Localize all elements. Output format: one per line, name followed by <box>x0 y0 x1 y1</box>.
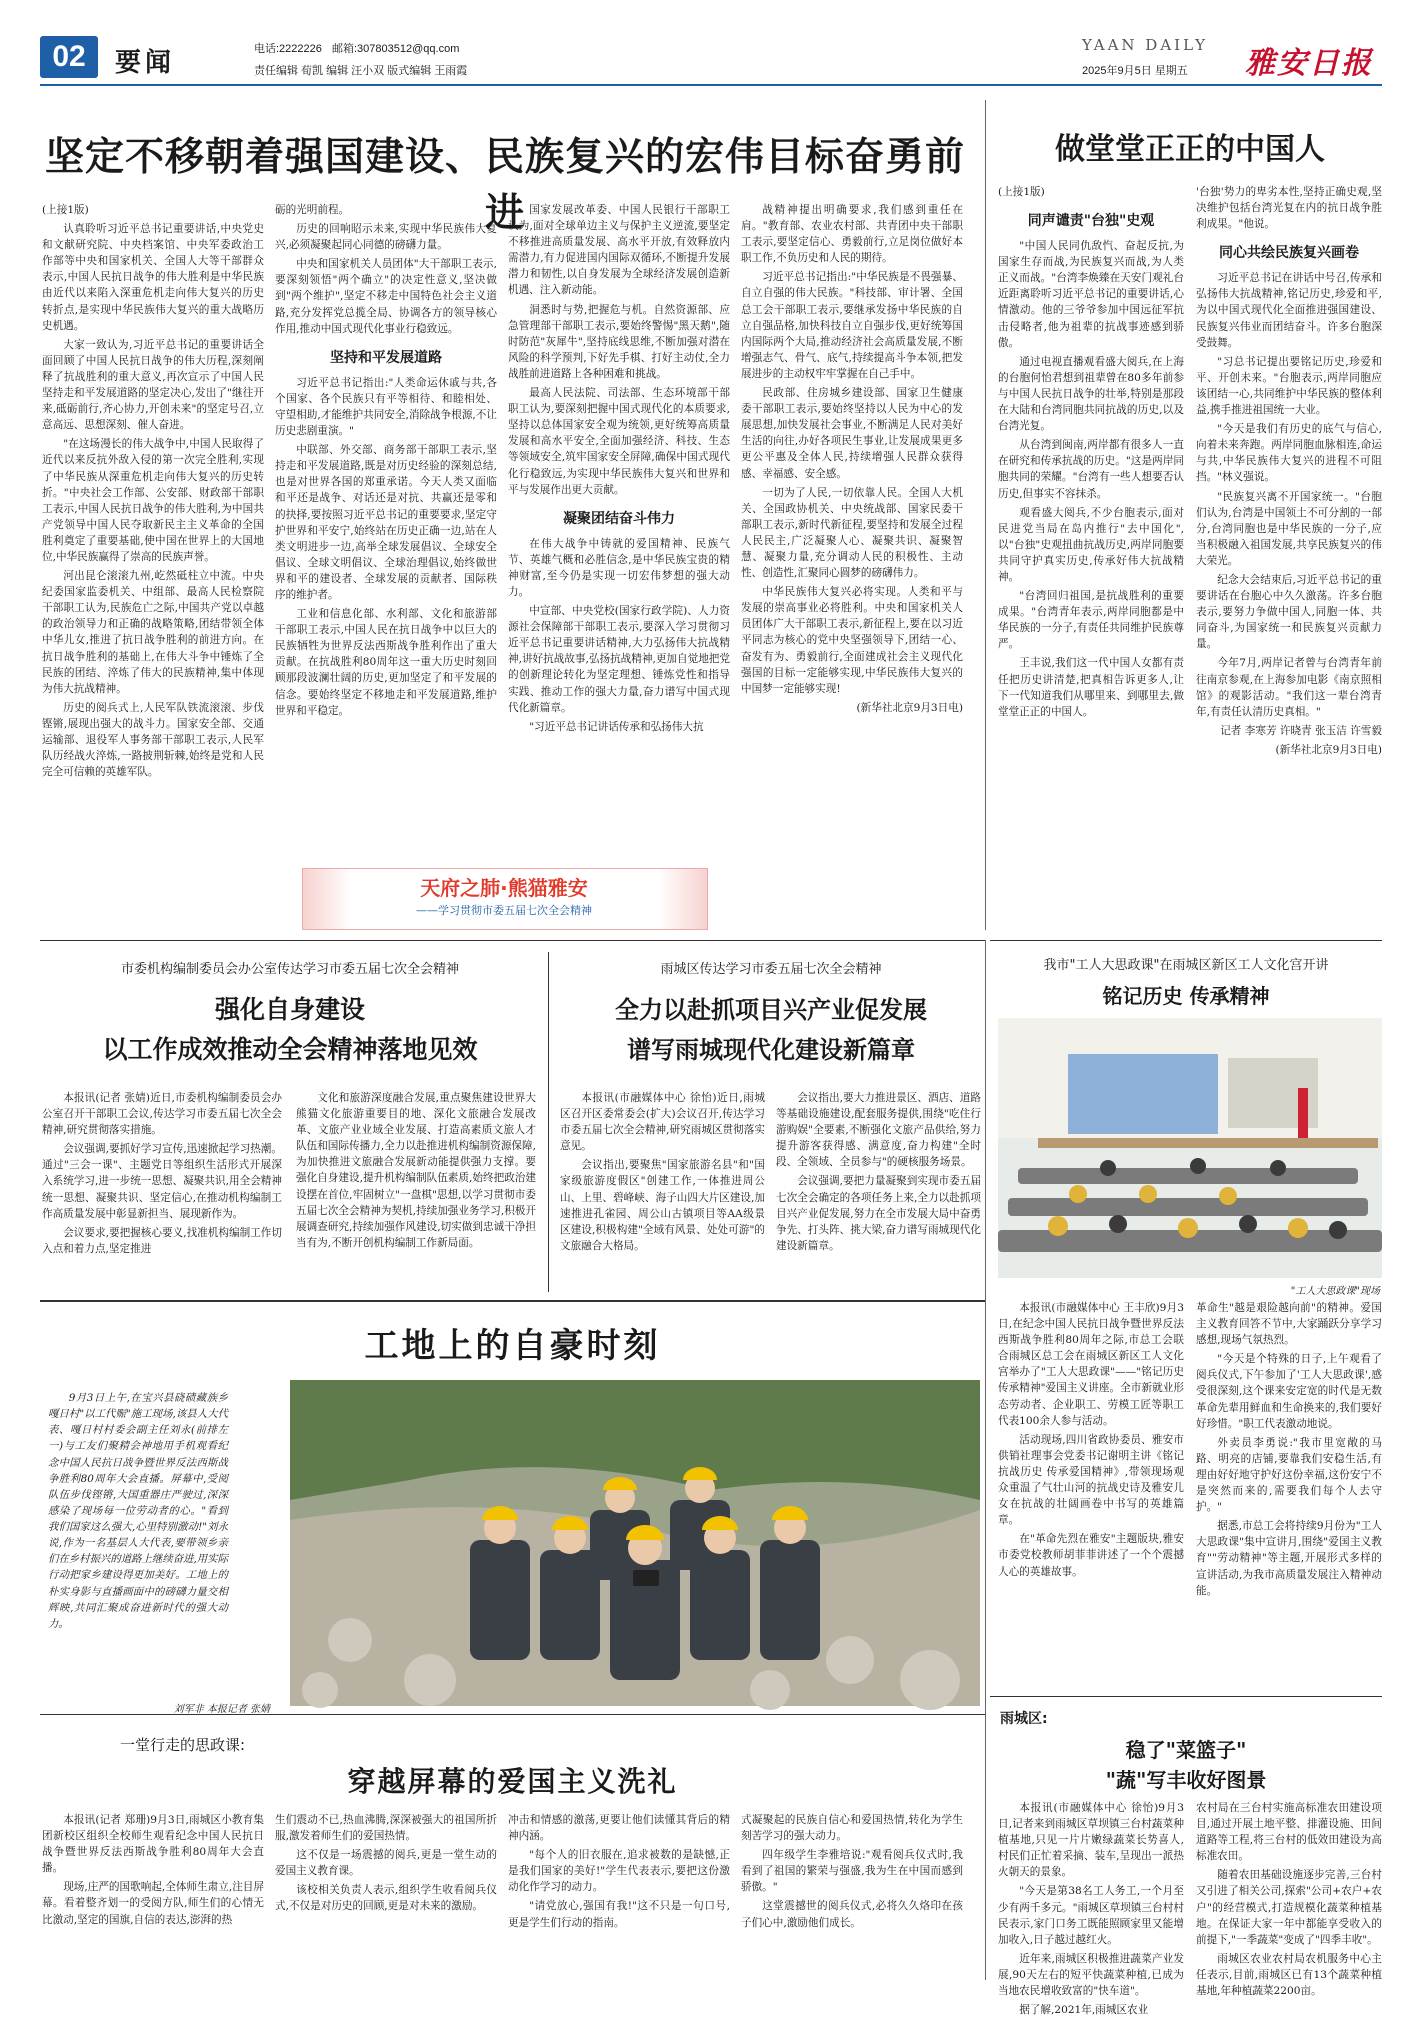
editors-credit: 责任编辑 荀凯 编辑 汪小双 版式编辑 王雨霞 <box>254 65 468 77</box>
paragraph: (上接1版) <box>42 204 89 216</box>
paragraph: 大家一致认为,习近平总书记的重要讲话全面回顾了中国人民抗日战争的伟大历程,深刻阐释了抗战胜利的重大意义,再次宣示了中国人民坚持走和平发展道路的坚定决心,发出了"继往开来,砥砺前行,齐心协力,开创未来"的坚定号召,立意高远、思想深刻、催人奋进。 <box>42 338 264 432</box>
paragraph: 中华民族伟大复兴必将实现。人类和平与发展的崇高事业必将胜利。中央和国家机关人员团体广大干部职工表示,新征程上,要在以习近平同志为核心的党中央坚强领导下,团结一心、奋发有为、勇毅前行,全面建成社会主义现代化强国的目标一定能够实现,中华民族伟大复兴的中国梦一定能够实现! <box>741 586 963 695</box>
paragraph: 雨城区农业农村局农机服务中心主任表示,目前,雨城区已有13个蔬菜种植基地,年种植蔬菜2200亩。 <box>1196 1952 1382 1998</box>
paragraph: (新华社北京9月3日电) <box>856 701 963 714</box>
paragraph: (上接1版) <box>998 186 1045 198</box>
paragraph: 认真聆听习近平总书记重要讲话,中央党史和文献研究院、中央档案馆、中央军委政治工作部等中央和国家机关、全国人大等干部群众表示,中国人民抗日战争的伟大胜利是中华民族由近代以来陷入深重危机走向伟大复兴的历史转折点,是实现中华民族伟大复兴的重大战略历史机遇。 <box>42 223 264 332</box>
paragraph: 据悉,市总工会将持续9月份为"工人大思政课"集中宣讲月,围绕"爱国主义教育""劳动精神"等主题,开展形式多样的宣讲活动,为我市高质量发展注入精神动能。 <box>1196 1520 1382 1597</box>
bottom-title: 穿越屏幕的爱国主义洗礼 <box>347 1765 678 1798</box>
paragraph: 在"革命先烈在雅安"主题版块,雅安市委党校教师胡菲菲讲述了一个个震撼人心的英雄故事。 <box>998 1533 1184 1578</box>
paragraph: 会议指出,要聚焦"国家旅游名县"和"国家级旅游度假区"创建工作,一体推进周公山、上里、碧峰峡、海子山四大片区建设,加速推进孔雀园、周公山古镇项目等AA级景区建设,积极构建"全域有风景、处处可游"的文旅融合大格局。 <box>560 1159 765 1252</box>
paragraph: 会议要求,要把握核心要义,找准机构编制工作切入点和着力点,坚定推进 <box>42 1226 282 1255</box>
article-b-title: 全力以赴抓项目兴产业促发展 <box>615 996 927 1024</box>
bottom-column <box>275 1812 497 1982</box>
section-rule <box>990 940 1382 941</box>
paragraph: 近年来,雨城区积极推进蔬菜产业发展,90天左右的短平快蔬菜种植,已成为当地农民增收致富的"快车道"。 <box>998 1952 1184 1998</box>
paragraph: 习近平总书记指出:"人类命运休戚与共,各个国家、各个民族只有平等相待、和睦相处、守望相助,才能维护共同安全,消除战争根源,不让历史悲剧重演。" <box>275 376 497 438</box>
yucheng-subtitle: "蔬"写丰收好图景 <box>1105 1768 1267 1792</box>
subheading: 同心共绘民族复兴画卷 <box>1219 245 1359 262</box>
paragraph: 活动现场,四川省政协委员、雅安市供销社理事会党委书记谢明主讲《铭记抗战历史 传承爱国精神》,带领现场观众重温了气壮山河的抗战史诗及雅安儿女在抗战的壮阔画卷中书写的英雄篇章。 <box>998 1433 1184 1527</box>
bottom-column <box>508 1812 730 1982</box>
paragraph: 通过电视直播观看盛大阅兵,在上海的台胞何怡君想到祖辈曾在80多年前参与中国人民抗日战争的壮举,特别是那段在大陆和台湾同胞共同抗战的历史,以及台湾光复。 <box>998 355 1184 433</box>
article-a-title: 强化自身建设 <box>214 995 365 1024</box>
bottom-column <box>741 1812 963 1982</box>
pride-credit: 刘军非 本报记者 张婧 <box>173 1704 270 1715</box>
paragraph: 本报讯(市融媒体中心 王丰欣)9月3日,在纪念中国人民抗日战争暨世界反法西斯战争胜利80周年之际,市总工会联合雨城区总工会在雨城区新区工人文化宫举办了"工人大思政课"——"铭记历史 传承精神"爱国主义讲座。全市新就业形态劳动者、企业职工、劳模工匠等职工代表100余人参与活动。 <box>998 1302 1184 1427</box>
article-a-column <box>42 1090 282 1290</box>
pride-photo-image <box>290 1380 980 1706</box>
paragraph: "每个人的旧衣服在,追求被数的是缺憾,正是我们国家的美好!"学生代表表示,要把这份激动化作学习的动力。 <box>508 1849 730 1894</box>
lecture-photo <box>998 1018 1382 1278</box>
paragraph: 外卖员李勇说:"我市里宽敞的马路、明亮的店铺,要靠我们安稳生活,有理由好好地守护好这份幸福,这份安宁不是突然而来的,需要我们每个人去守护。" <box>1196 1436 1382 1514</box>
paragraph: 文化和旅游深度融合发展,重点聚焦建设世界大熊猫文化旅游重要目的地、深化文旅融合发展改革、文旅产业业域全业发展、打造高素质文旅人才队伍和国际传播力,全力以赴推进机构编制资源保障,为加快推进文旅融合发展新动能提供强力支撑。要强化自身建设,提升机构编制队伍素质,始终把政治建设摆在首位,牢固树立"一盘棋"思想,以学习贯彻市委五届七次全会精神为契机,持续加强业务学习,积极开展调查研究,持续加强作风建设,切实做到忠诚干净担当有为,不断开创机构编制工作新局面。 <box>296 1092 536 1249</box>
paragraph: 工业和信息化部、水利部、文化和旅游部干部职工表示,中国人民在抗日战争中以巨大的民族牺牲为世界反法西斯战争胜利作出了重大贡献。在抗战胜利80周年这一重大历史时刻回顾那段波澜壮阔的历史,更加坚定了和平发展的信念。要始终坚定不移地走和平发展道路,维护世界和平稳定。 <box>275 608 497 717</box>
lead-column <box>275 202 497 862</box>
masthead-rule <box>40 84 1382 86</box>
paragraph: "请党放心,强国有我!"这不只是一句口号,更是学生们行动的指南。 <box>508 1900 730 1929</box>
section-rule <box>990 1696 1382 1697</box>
section-rule <box>40 1300 985 1302</box>
paragraph: 洞悉时与势,把握危与机。自然资源部、应急管理部干部职工表示,要始终警惕"黑天鹅",随时防范"灰犀牛",坚持底线思维,不断加强对潜在风险的科学预判,下好先手棋、打好主动仗,全力战胜前进道路上各种困难和挑战。 <box>508 303 730 380</box>
issue-date: 2025年9月5日 星期五 <box>1082 65 1188 77</box>
paragraph: "在这场漫长的伟大战争中,中国人民取得了近代以来反抗外敌入侵的第一次完全胜利,实现了中华民族从深重危机走向伟大复兴的历史转折。"中央社会工作部、公安部、财政部干部职工表示,中国人民抗日战争的伟大胜利,为中国共产党领导中国人民夺取新民主主义革命的全国胜利奠定了重要基础,使中国在世界上的大国地位,中华民族赢得了崇高的民族声誉。 <box>42 438 264 563</box>
paragraph: '台独'势力的卑劣本性,坚持正确史观,坚决维护包括台湾光复在内的抗日战争胜利成果。"他说。 <box>1196 186 1382 231</box>
bottom-kicker: 一堂行走的思政课: <box>120 1736 246 1754</box>
paragraph: 这堂震撼世的阅兵仪式,必将久久烙印在孩子们心中,激励他们成长。 <box>741 1900 963 1929</box>
paragraph: 中央和国家机关人员团体"大干部职工表示,要深刻领悟"两个确立"的决定性意义,坚决做到"两个维护",坚定不移走中国特色社会主义道路,充分发挥党总揽全局、协调各方的领导核心作用,推动中国式现代化事业行稳致远。 <box>275 258 497 335</box>
paragraph: 据了解,2021年,雨城区农业 <box>1019 2004 1149 2017</box>
pride-photo <box>290 1380 980 1706</box>
column-rule <box>985 100 986 930</box>
lead-column <box>42 202 264 862</box>
lead-column <box>741 202 963 862</box>
subheading: 凝聚团结奋斗伟力 <box>563 510 675 527</box>
paragraph: 会议强调,要抓好学习宣传,迅速掀起学习热潮。通过"三会一课"、主题党日等组织生活形式开展深入系统学习,进一步统一思想、凝聚共识,用全会精神统一思想、凝聚共识、坚定信心,在推动机构编制工作高质量发展中彰显新担当、展现新作为。 <box>42 1143 282 1220</box>
paragraph: 国家发展改革委、中国人民银行干部职工认为,面对全球单边主义与保护主义逆流,要坚定不移推进高质量发展、高水平开放,有效释放内需潜力,有力促进国内国际双循环,不断提升发展潜力和韧性,以自身发展为全球经济发展创造新机遇、注入新动能。 <box>508 204 730 297</box>
paragraph: 民政部、住房城乡建设部、国家卫生健康委干部职工表示,要始终坚持以人民为中心的发展思想,加快发展社会事业,不断满足人民对美好生活的向往,办好各项民生事业,让发展成果更多更公平惠及全体人民,持续增强人民群众获得感、幸福感、安全感。 <box>741 387 963 480</box>
paragraph: 河出昆仑滚滚九州,屹然砥柱立中流。中央纪委国家监委机关、中组部、最高人民检察院干部职工认为,民族危亡之际,中国共产党以卓越的政治领导力和正确的战略策略,团结带领全体中华儿女,推进了抗日战争胜利的前进方向。在抗日战争胜利的基础上,在伟大斗争中锤炼了全民族的团结、淬炼了伟大的民族精神,集中体现为伟大抗战精神。 <box>42 570 264 695</box>
paragraph: "民族复兴离不开国家统一。"台胞们认为,台湾是中国领土不可分割的一部分,台湾同胞也是中华民族的一分子,应当积极融入祖国发展,共享民族复兴的伟大荣光。 <box>1196 490 1382 567</box>
lecture-photo-image <box>998 1018 1382 1278</box>
lecture-column <box>998 1300 1184 1692</box>
paragraph: 本报讯(记者 郑珊)9月3日,雨城区小教育集团新校区组织全校师生观看纪念中国人民抗日战争暨世界反法西斯战争胜利80周年大会直播。 <box>42 1814 264 1875</box>
yucheng-label: 雨城区: <box>1000 1711 1048 1727</box>
article-a-column <box>296 1090 536 1290</box>
paragraph: "今天是个特殊的日子,上午观看了阅兵仪式,下午参加了'工人大思政课',感受很深刻,这个课来安定宽的时代是无数革命先辈用鲜血和生命换来的,我们要好好珍惜。"职工代表激动地说。 <box>1196 1353 1382 1430</box>
contact-phone: 电话:2222226 <box>254 43 322 55</box>
paragraph: 会议强调,要把力量凝聚到实现市委五届七次全会确定的各项任务上来,全力以赴抓项目兴产业促发展,努力在全市发展大局中奋勇争先、打头阵、挑大梁,奋力谱写雨城现代化建设新篇章。 <box>776 1175 981 1252</box>
paragraph: 习近平总书记指出:"中华民族是不畏强暴、自立自强的伟大民族。"科技部、审计署、全国总工会干部职工表示,要继承发扬中华民族的自立自强品格,加快科技自立自强步伐,更好统筹国内国际两个大局,推动经济社会高质量发展,不断增强志气、骨气、底气,持续提高斗争本领,把发展进步的主动权牢牢掌握在自己手中。 <box>741 271 963 380</box>
subheading: 同声谴责"台独"史观 <box>1027 213 1155 230</box>
paper-logo: 雅安日报 <box>1245 46 1373 81</box>
paragraph: 生们震动不已,热血沸腾,深深被强大的祖国所折服,激发着师生们的爱国热情。 <box>275 1814 497 1843</box>
lecture-photo-caption: "工人大思政课"现场 <box>1290 1286 1380 1297</box>
paragraph: "今天是我们有历史的底气与信心,向着未来奔跑。两岸同胞血脉相连,命运与共,中华民族伟大复兴的进程不可阻挡。"林义强说。 <box>1196 423 1382 484</box>
column-rule <box>548 952 549 1292</box>
lecture-kicker: 我市"工人大思政课"在雨城区新区工人文化宫开讲 <box>1043 958 1329 973</box>
yucheng-column <box>998 1800 1184 2017</box>
paragraph: "台湾回归祖国,是抗战胜利的重要成果。"台湾青年表示,两岸同胞都是中华民族的一分子,有责任共同维护民族尊严。 <box>998 590 1184 651</box>
paragraph: "今天是第38名工人务工,一个月至少有两千多元。"雨城区草坝镇三台村村民表示,家门口务工既能照顾家里又能增加收入,日子越过越红火。 <box>998 1885 1184 1946</box>
paragraph: 这不仅是一场震撼的阅兵,更是一堂生动的爱国主义教育课。 <box>275 1849 497 1878</box>
paragraph: 式凝聚起的民族自信心和爱国热情,转化为学生刻苦学习的强大动力。 <box>741 1814 963 1843</box>
pride-title: 工地上的自豪时刻 <box>364 1326 661 1366</box>
right-top-headline: 做堂堂正正的中国人 <box>1055 132 1325 167</box>
paragraph: 观看盛大阅兵,不少台胞表示,面对民进党当局在岛内推行"去中国化",以"台独"史观扭曲抗战历史,两岸同胞要共同守护真实历史,传承好伟大抗战精神。 <box>998 506 1184 583</box>
paragraph: 革命生"越是艰险越向前"的精神。爱国主义教育回答不节中,大家踊跃分享学习感想,现场气氛热烈。 <box>1196 1302 1382 1347</box>
article-a-subtitle: 以工作成效推动全会精神落地见效 <box>102 1035 478 1064</box>
paragraph: 历史的回响昭示未来,实现中华民族伟大复兴,必须凝聚起同心同德的磅礴力量。 <box>275 223 497 252</box>
yucheng-column <box>1196 1800 1382 1998</box>
paragraph: 该校相关负责人表示,组织学生收看阅兵仪式,不仅是对历史的回顾,更是对未来的激励。 <box>275 1884 497 1913</box>
pride-caption: 9月3日上午,在宝兴县硗碛藏族乡嘎日村"以工代赈"施工现场,该县人大代表、嘎日村村委会副主任刘永(前排左一)与工友们聚精会神地用手机观看纪念中国人民抗日战争暨世界反法西斯战争胜利80周年大会直播。屏幕中,受阅队伍步伐铿锵,大国重器庄严驶过,深深感染了现场每一位劳动者的心。"看到我们国家这么强大,心里特别激动!"刘永说,作为一名基层人大代表,要带领乡亲们在乡村振兴的道路上继续奋进,用实际行动把家乡建设得更加美好。工地上的朴实身影与直播画面中的磅礴力量交相辉映,共同汇聚成奋进新时代的强大动力。 <box>48 1392 228 1630</box>
paragraph: (新华社北京9月3日电) <box>1275 743 1382 756</box>
right-top-column <box>998 184 1184 936</box>
paragraph: "中国人民同仇敌忾、奋起反抗,为国家生存而战,为民族复兴而战,为人类正义而战。"台湾李焕臻在天安门观礼台近距离聆听习近平总书记的重要讲话,心情激动。他的三爷爷参加中国远征军抗击侵略者,他为祖辈的抗战事迹感到骄傲。 <box>998 240 1184 349</box>
paragraph: 农村局在三台村实施高标准农田建设项目,通过开展土地平整、排灌设施、田间道路等工程,将三台村的低效田建设为高标准农田。 <box>1196 1802 1382 1863</box>
paragraph: 中联部、外交部、商务部干部职工表示,坚持走和平发展道路,既是对历史经验的深刻总结,也是对世界各国的郑重承诺。今天人类又面临和平还是战争、对话还是对抗、共赢还是零和的抉择,要按照习近平总书记的重要要求,坚定守护世界和平安宁,始终站在历史正确一边,站在人类文明进步一边,高举全球发展倡议、全球安全倡议、全球文明倡议、全球治理倡议,始终做世界和平的建设者、全球发展的贡献者、国际秩序的维护者。 <box>275 444 497 601</box>
paragraph: 从台湾到闽南,两岸都有很多人一直在研究和传承抗战的历史。"这是两岸同胞共同的荣耀。"台湾有一些人想要否认历史,但事实不容抹杀。 <box>998 439 1184 500</box>
lecture-column <box>1196 1300 1382 1692</box>
lecture-title: 铭记历史 传承精神 <box>1102 984 1270 1008</box>
contact-email: 邮箱:307803512@qq.com <box>332 43 460 55</box>
paragraph: 今年7月,两岸记者曾与台湾青年前往南京参观,在上海参加电影《南京照相馆》的观影活动。"我们这一辈台湾青年,有责任认清历史真相。" <box>1196 657 1382 718</box>
paragraph: 本报讯(记者 张婧)近日,市委机构编制委员会办公室召开干部职工会议,传达学习市委五届七次全会精神,研究贯彻落实措施。 <box>42 1092 282 1137</box>
paragraph: 中宣部、中央党校(国家行政学院)、人力资源社会保障部干部职工表示,要深入学习贯彻习近平总书记重要讲话精神,大力弘扬伟大抗战精神,讲好抗战故事,弘扬抗战精神,更加自觉地把党的创新理论转化为坚定理想、锤炼党性和指导实践、推动工作的强大力量,奋力谱写中国式现代化新篇章。 <box>508 605 730 714</box>
yucheng-title: 稳了"菜篮子" <box>1125 1738 1247 1762</box>
paragraph: 本报讯(市融媒体中心 徐怡)近日,雨城区召开区委常委会(扩大)会议召开,传达学习市委五届七次全会精神,研究雨城区贯彻落实意见。 <box>560 1092 765 1153</box>
paragraph: 会议指出,要大力推进景区、酒店、道路等基础设施建设,配套服务提供,围绕"吃住行游购娱"全要素,不断强化文旅产品供给,努力提升游客获得感、满意度,奋力构建"全时段、全领域、全员参与"的硬核服务场景。 <box>776 1092 981 1169</box>
paragraph: 纪念大会结束后,习近平总书记的重要讲话在台胞心中久久激荡。许多台胞表示,要努力争做中国人,同胞一体、共同奋斗,为国家统一和民族复兴贡献力量。 <box>1196 573 1382 651</box>
article-b-column <box>560 1090 765 1290</box>
section-name: 要闻 <box>115 48 176 78</box>
paragraph: 在伟大战争中铸就的爱国精神、民族气节、英雄气概和必胜信念,是中华民族宝贵的精神财富,至今仍是实现一切宏伟梦想的强大动力。 <box>508 537 730 598</box>
article-b-kicker: 雨城区传达学习市委五届七次全会精神 <box>660 962 882 977</box>
paragraph: 一切为了人民,一切依靠人民。全国人大机关、全国政协机关、中央统战部、国家民委干部职工表示,新时代新征程,要坚持和发展全过程人民民主,广泛凝聚人心、凝聚共识、凝聚智慧、凝聚力量,充分调动人民的积极性、主动性、创造性,汇聚同心圆梦的磅礴伟力。 <box>741 486 963 580</box>
panda-banner-subtitle: ——学习贯彻市委五届七次全会精神 <box>416 904 592 917</box>
paragraph: 习近平总书记在讲话中号召,传承和弘扬伟大抗战精神,铭记历史,珍爱和平,为以中国式现代化全面推进强国建设、民族复兴伟业而团结奋斗。许多台胞深受鼓舞。 <box>1196 272 1382 349</box>
paragraph: 最高人民法院、司法部、生态环境部干部职工认为,要深刻把握中国式现代化的本质要求,坚持以总体国家安全观为统领,更好统筹高质量发展和高水平安全,全面加强经济、科技、生态等领域安全,筑牢国家安全屏障,确保中国式现代化行稳致远,为实现中华民族伟大复兴和世界和平与发展作出更大贡献。 <box>508 387 730 496</box>
paragraph: "习近平总书记讲话传承和弘扬伟大抗 <box>529 720 704 733</box>
lead-column <box>508 202 730 862</box>
right-top-column <box>1196 184 1382 936</box>
paragraph: 砺的光明前程。 <box>275 204 350 216</box>
paragraph: 历史的阅兵式上,人民军队铁流滚滚、步伐铿锵,展现出强大的战斗力。国家安全部、交通运输部、退役军人事务部干部职工表示,人民军队历经战火淬炼,一路披荆斩棘,始终是党和人民完全可信赖的英雄军队。 <box>42 701 264 779</box>
paragraph: 本报讯(市融媒体中心 徐怡)9月3日,记者来到雨城区草坝镇三台村蔬菜种植基地,只见一片片嫩绿蔬菜长势喜人,村民们正忙着采摘、装车,呈现出一派热火朝天的景象。 <box>998 1802 1184 1879</box>
page-number: 02 <box>52 40 86 73</box>
paragraph: 四年级学生李雅培说:"观看阅兵仪式时,我看到了祖国的繁荣与强盛,我为生在中国而感到骄傲。" <box>741 1849 963 1894</box>
paragraph: 战精神提出明确要求,我们感到重任在肩。"教育部、农业农村部、共青团中央干部职工表示,要坚定信心、勇毅前行,立足岗位做好本职工作,不负历史和人民的期待。 <box>741 204 963 265</box>
column-rule <box>985 940 986 1980</box>
lead-headline: 坚定不移朝着强国建设、民族复兴的宏伟目标奋勇前进 <box>44 135 965 236</box>
subheading: 坚持和平发展道路 <box>330 349 442 366</box>
paragraph: 随着农田基础设施逐步完善,三台村又引进了相关公司,探索"公司+农户+农户"的经营模式,打造规模化蔬菜种植基地。在保证大家一年中都能享受收入的前提下,"一季蔬菜"变成了"四季丰收"。 <box>1196 1869 1382 1946</box>
paragraph: 记者 李寒芳 许晓青 张玉洁 许雪毅 <box>1220 724 1382 737</box>
section-rule <box>40 1714 985 1715</box>
panda-banner-title: 天府之肺·熊猫雅安 <box>420 876 588 900</box>
bottom-column <box>42 1812 264 1982</box>
paragraph: 王丰说,我们这一代中国人女都有责任把历史讲清楚,把真相告诉更多人,让下一代知道我们从哪里来、到哪里去,做堂堂正正的中国人。 <box>998 657 1184 718</box>
paragraph: 现场,庄严的国歌响起,全体师生肃立,注目屏幕。看着整齐划一的受阅方队,师生们的心情无比激动,坚定的国旗,自信的表达,澎湃的热 <box>42 1881 264 1926</box>
article-b-subtitle: 谱写雨城现代化建设新篇章 <box>627 1036 915 1064</box>
paragraph: 冲击和情感的激荡,更要让他们读懂其背后的精神内涵。 <box>508 1814 730 1843</box>
paper-english-name: YAAN DAILY <box>1082 36 1208 54</box>
section-rule <box>40 940 985 941</box>
article-a-kicker: 市委机构编制委员会办公室传达学习市委五届七次全会精神 <box>120 962 459 977</box>
article-b-column <box>776 1090 981 1290</box>
paragraph: "习总书记提出要铭记历史,珍爱和平、开创未来。"台胞表示,两岸同胞应该团结一心,共同维护中华民族的整体利益,携手推进祖国统一大业。 <box>1196 355 1382 417</box>
